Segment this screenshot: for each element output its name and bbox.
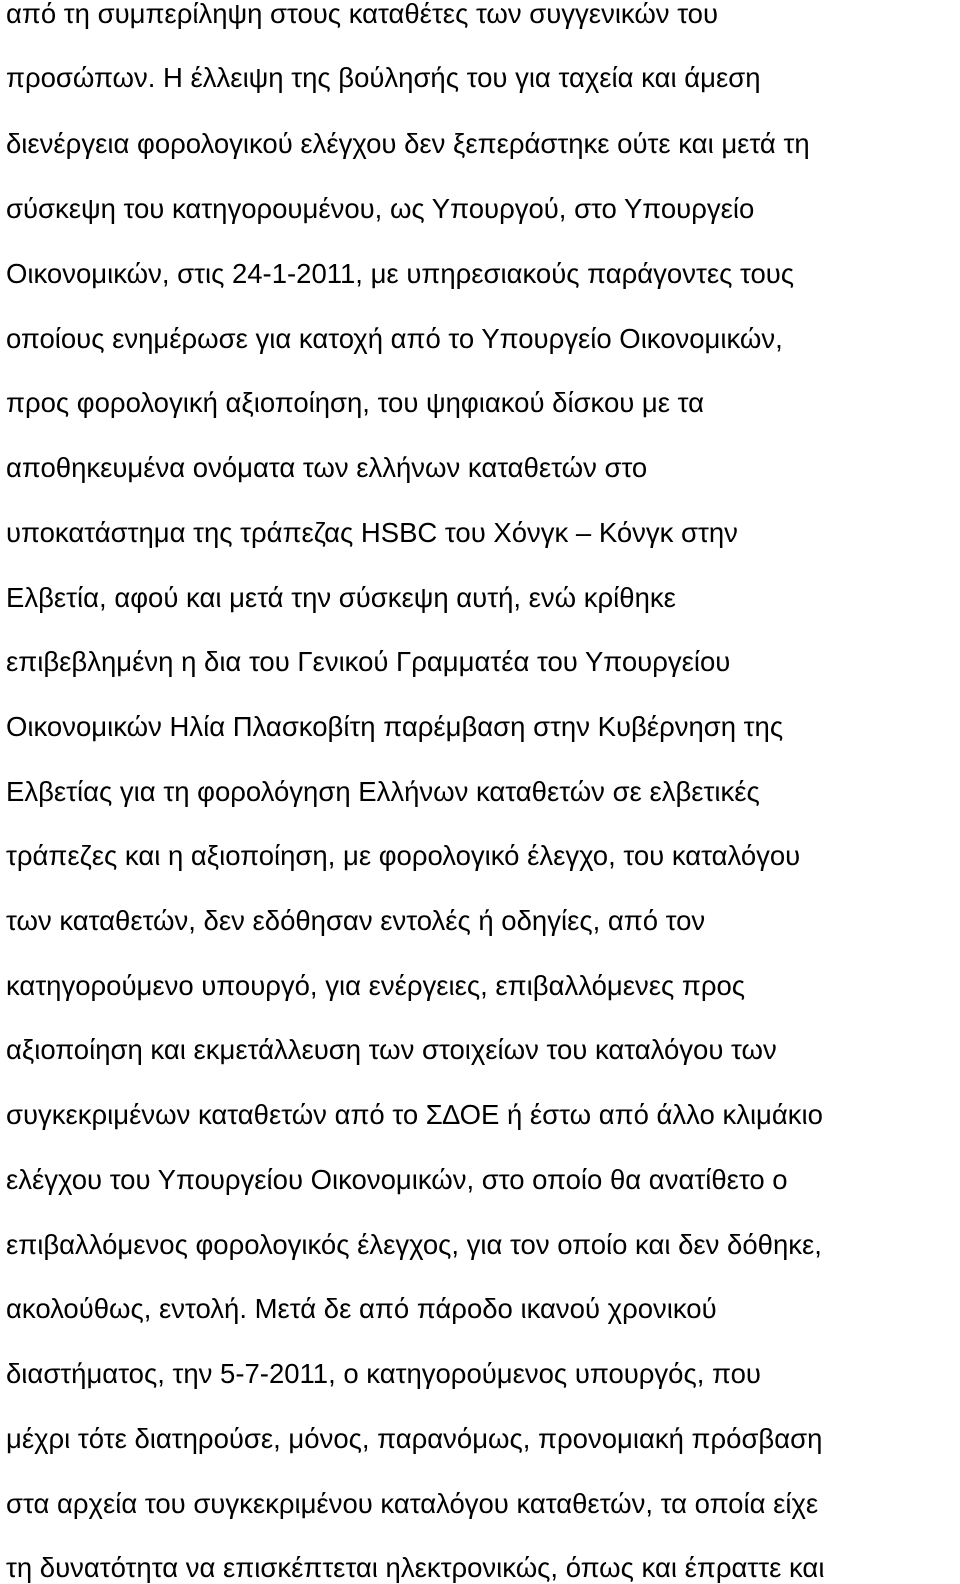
text-line-18: συγκεκριμένων καταθετών από το Σ∆ΟΕ ή έστω από άλλο κλιμάκιο <box>6 1099 823 1130</box>
text-line-11: επιβεβλημένη η δια του Γενικού Γραμματέα του Υπουργείου <box>6 646 731 677</box>
text-line-22: διαστήματος, την 5-7-2011, ο κατηγορούμενος υπουργός, που <box>6 1358 761 1389</box>
text-line-17: αξιοποίηση και εκμετάλλευση των στοιχείων του καταλόγου των <box>6 1034 777 1065</box>
text-line-7: προς φορολογική αξιοποίηση, του ψηφιακού δίσκου με τα <box>6 387 705 418</box>
text-line-9: υποκατάστημα της τράπεζας HSBC του Χόνγκ – Κόνγκ στην <box>6 517 738 548</box>
text-line-20: επιβαλλόμενος φορολογικός έλεγχος, για τον οποίο και δεν δόθηκε, <box>6 1229 822 1260</box>
text-line-1: από τη συμπερίληψη στους καταθέτες των συγγενικών του <box>6 0 719 29</box>
text-line-4: σύσκεψη του κατηγορουμένου, ως Υπουργού, στο Υπουργείο <box>6 193 755 224</box>
text-line-25: τη δυνατότητα να επισκέπτεται ηλεκτρονικώς, όπως και έπραττε και <box>6 1552 825 1583</box>
text-line-24: στα αρχεία του συγκεκριμένου καταλόγου καταθετών, τα οποία είχε <box>6 1488 819 1519</box>
text-line-23: μέχρι τότε διατηρούσε, μόνος, παρανόμως, προνομιακή πρόσβαση <box>6 1423 823 1454</box>
text-line-6: οποίους ενημέρωσε για κατοχή από το Υπουργείο Οικονομικών, <box>6 323 783 354</box>
text-line-21: ακολούθως, εντολή. Μετά δε από πάροδο ικανού χρονικού <box>6 1293 717 1324</box>
text-line-13: Ελβετίας για τη φορολόγηση Ελλήνων καταθετών σε ελβετικές <box>6 776 760 807</box>
text-line-3: διενέργεια φορολογικού ελέγχου δεν ξεπεράστηκε ούτε και μετά τη <box>6 128 810 159</box>
text-line-14: τράπεζες και η αξιοποίηση, με φορολογικό έλεγχο, του καταλόγου <box>6 840 801 871</box>
text-line-5: Οικονομικών, στις 24-1-2011, με υπηρεσιακούς παράγοντες τους <box>6 258 795 289</box>
text-line-8: αποθηκευμένα ονόματα των ελλήνων καταθετών στο <box>6 452 648 483</box>
text-line-2: προσώπων. Η έλλειψη της βούλησής του για ταχεία και άμεση <box>6 62 761 93</box>
text-line-15: των καταθετών, δεν εδόθησαν εντολές ή οδηγίες, από τον <box>6 905 706 936</box>
text-line-19: ελέγχου του Υπουργείου Οικονομικών, στο οποίο θα ανατίθετο ο <box>6 1164 788 1195</box>
text-line-10: Ελβετία, αφού και μετά την σύσκεψη αυτή, ενώ κρίθηκε <box>6 582 676 613</box>
text-line-16: κατηγορούμενο υπουργό, για ενέργειες, επιβαλλόμενες προς <box>6 970 746 1001</box>
text-line-12: Οικονομικών Ηλία Πλασκοβίτη παρέμβαση στην Κυβέρνηση της <box>6 711 784 742</box>
